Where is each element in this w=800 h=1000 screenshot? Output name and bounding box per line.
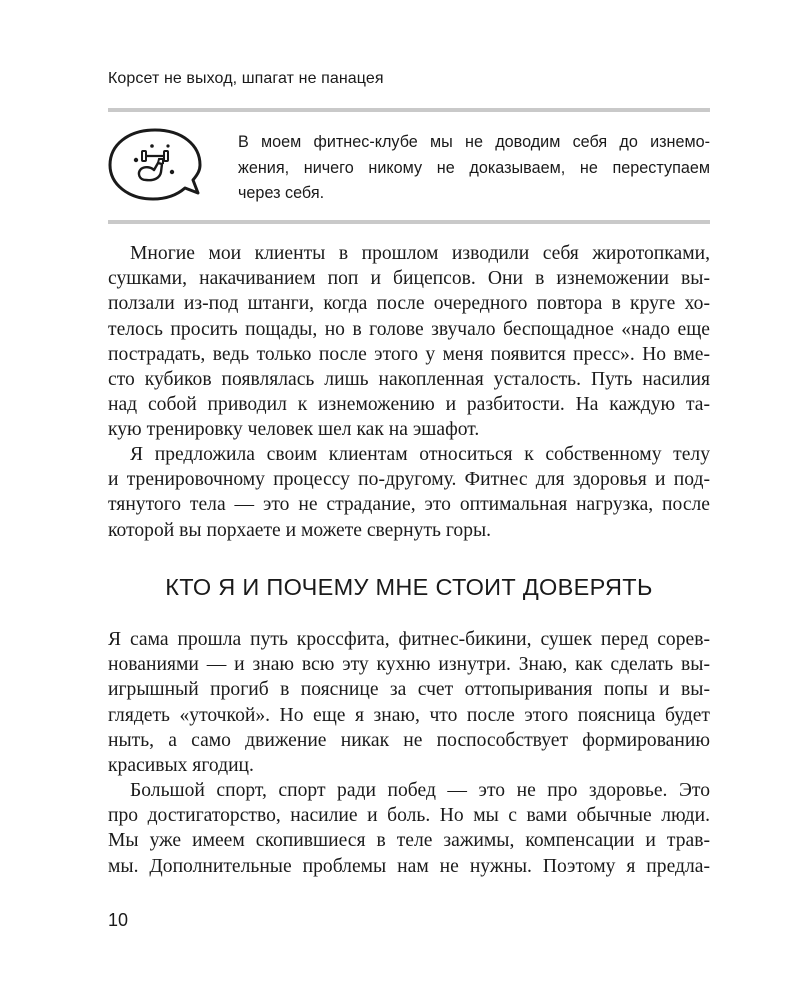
text-line: Большой спорт, спорт ради побед — это не про здоровье. Это (130, 780, 710, 801)
text-line: игрышный прогиб в пояснице за счет оттопыривания попы и вы- (108, 679, 710, 701)
text-line: Я предложила своим клиентам относиться к собственному телу (130, 444, 710, 465)
text-line: нованиями — и знаю всю эту кухню изнутри. Знаю, как сделать вы- (108, 654, 710, 676)
text-line: ныть, а само движение никак не поспособствует формированию (108, 729, 710, 751)
callout-line: В моем фитнес-клубе мы не доводим себя до изнемо- (238, 133, 710, 151)
text-line: Я сама прошла путь кроссфита, фитнес-бикини, сушек перед сорев- (108, 629, 710, 650)
body-paragraph-3 (108, 627, 710, 778)
body-paragraph-2 (108, 442, 710, 543)
text-line: над собой приводил к изнеможению и разбитости. На каждую та- (108, 394, 710, 416)
text-line: телось просить пощады, но в голове звучало беспощадное «надо еще (108, 318, 710, 340)
text-line: красивых ягодиц. (108, 755, 254, 777)
body-paragraph-4 (108, 778, 710, 879)
callout-line: жения, ничего никому не доказываем, не переступаем (238, 158, 710, 177)
callout-top-rule (108, 108, 710, 112)
text-line: мы. Дополнительные проблемы нам не нужны. Поэтому я предла- (108, 855, 710, 877)
running-head: Корсет не выход, шпагат не панацея (108, 70, 384, 87)
text-line: кую тренировку человек шел как на эшафот. (108, 419, 480, 441)
callout-bottom-rule (108, 220, 710, 224)
page-number: 10 (108, 910, 129, 930)
section-heading: КТО Я И ПОЧЕМУ МНЕ СТОИТ ДОВЕРЯТЬ (165, 574, 653, 600)
text-line: и тренировочному процессу по-другому. Фитнес для здоровья и под- (108, 469, 710, 491)
text-line: сто кубиков появлялась лишь накопленная усталость. Путь насилия (108, 369, 710, 391)
callout-line: через себя. (238, 184, 325, 202)
callout-text (238, 130, 710, 207)
body-paragraph-1 (108, 241, 710, 443)
text-line: пострадать, ведь только после этого у меня появится пресс». Но вме- (108, 343, 710, 365)
text-line: тянутого тела — это не страдание, это оптимальная нагрузка, после (108, 494, 710, 516)
text-line: сушками, накачиванием поп и бицепсов. Они в изнеможении вы- (108, 268, 710, 290)
text-line: глядеть «уточкой». Но еще я знаю, что после этого поясница будет (108, 704, 710, 726)
text-line: которой вы порхаете и можете свернуть горы. (108, 519, 492, 541)
text-line: Многие мои клиенты в прошлом изводили себя жиротопками, (130, 243, 710, 264)
text-line: ползали из-под штанги, когда после очередного повтора в круге хо- (108, 293, 710, 315)
text-line: Мы уже имеем скопившиеся в теле зажимы, компенсации и трав- (108, 830, 710, 852)
flexed-arm-dumbbell-speech-bubble-icon (106, 126, 204, 204)
text-line: про достигаторство, насилие и боль. Но мы с вами обычные люди. (108, 805, 710, 827)
